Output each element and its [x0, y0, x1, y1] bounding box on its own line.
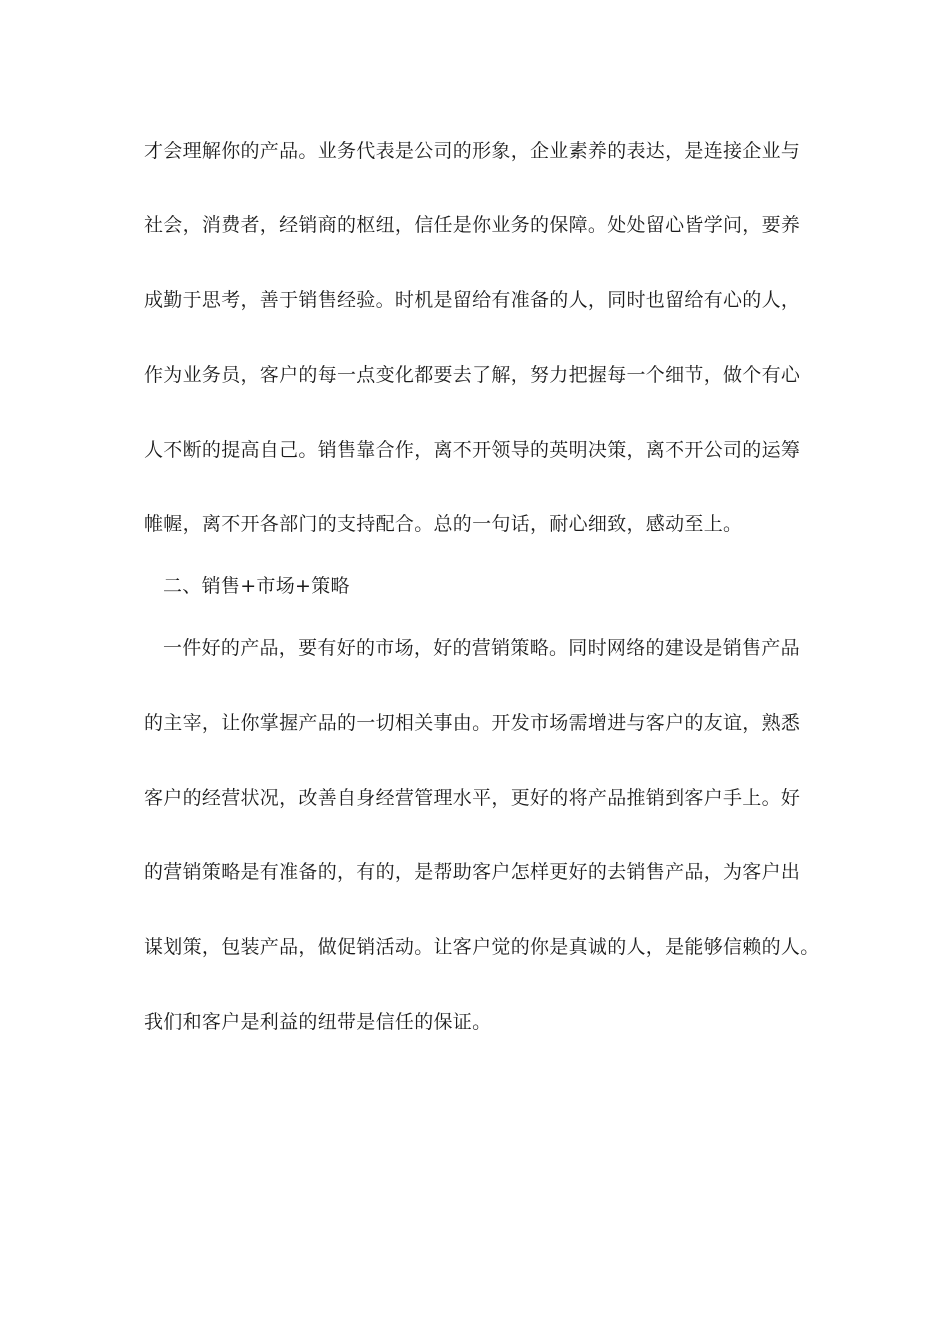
section-heading: 二、销售+市场+策略 [163, 575, 350, 597]
paragraph-1-line: 社会，消费者，经销商的枢纽，信任是你业务的保障。处处留心皆学问，要养 [144, 214, 801, 236]
paragraph-1-line: 才会理解你的产品。业务代表是公司的形象，企业素养的表达，是连接企业与 [144, 140, 801, 162]
paragraph-1-line: 成勤于思考，善于销售经验。时机是留给有准备的人，同时也留给有心的人， [144, 289, 801, 311]
paragraph-1-line: 作为业务员，客户的每一点变化都要去了解，努力把握每一个细节，做个有心 [144, 364, 801, 386]
paragraph-2-line: 一件好的产品，要有好的市场，好的营销策略。同时网络的建设是销售产品 [163, 637, 800, 659]
paragraph-1-line: 人不断的提高自己。销售靠合作，离不开领导的英明决策，离不开公司的运筹 [144, 439, 801, 461]
paragraph-1-line: 帷幄，离不开各部门的支持配合。总的一句话，耐心细致，感动至上。 [144, 513, 743, 535]
paragraph-2-line: 的营销策略是有准备的，有的，是帮助客户怎样更好的去销售产品，为客户出 [144, 861, 801, 883]
paragraph-2-line: 谋划策，包装产品，做促销活动。让客户觉的你是真诚的人，是能够信赖的人。 [144, 936, 820, 958]
paragraph-2-line: 客户的经营状况，改善自身经营管理水平，更好的将产品推销到客户手上。好 [144, 787, 801, 809]
paragraph-2-line: 的主宰，让你掌握产品的一切相关事由。开发市场需增进与客户的友谊，熟悉 [144, 712, 801, 734]
paragraph-2-line: 我们和客户是利益的纽带是信任的保证。 [144, 1011, 492, 1033]
